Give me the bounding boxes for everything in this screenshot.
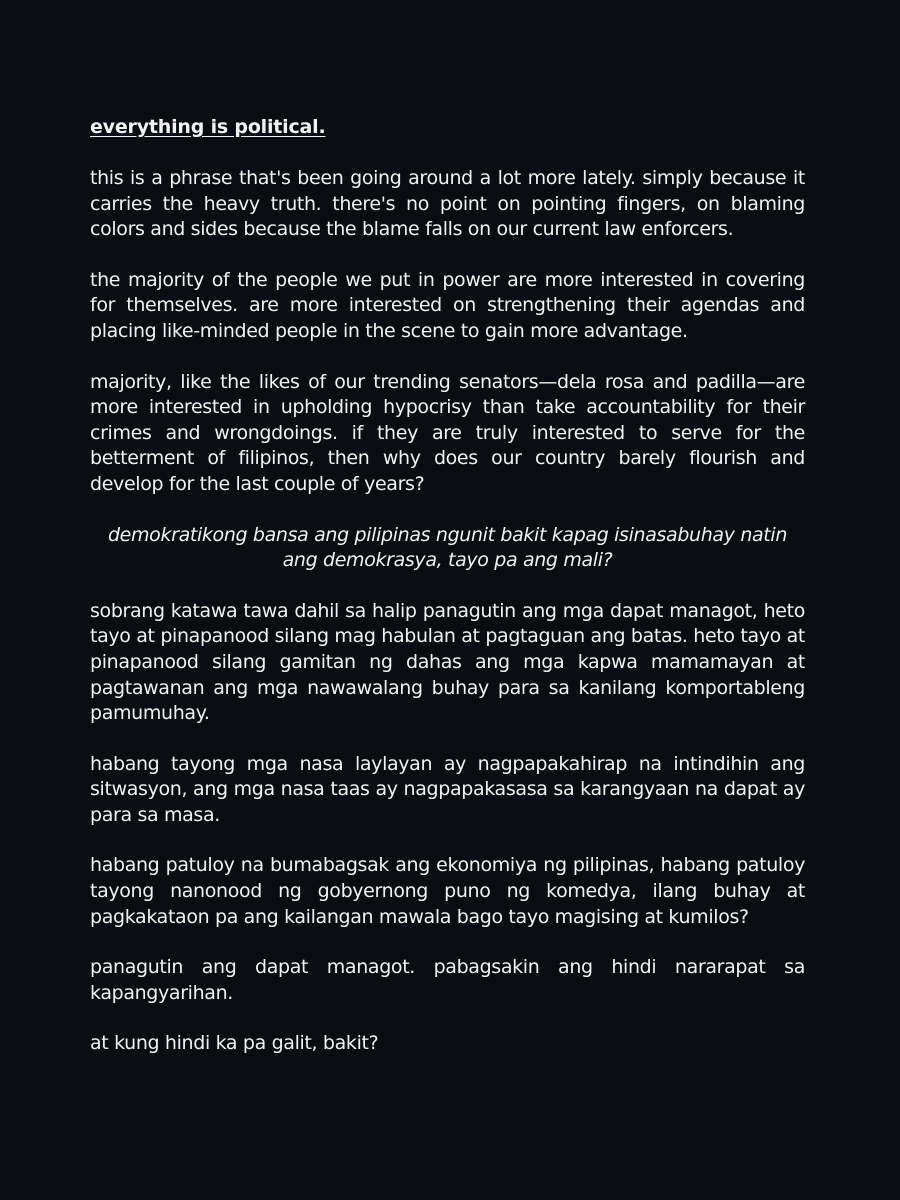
paragraph-3: majority, like the likes of our trending senators—dela rosa and padilla—are more interested in upholding hypocrisy than take accountability for their crimes and wrongdoings. if they are truly interested to serve for the betterment of filipinos, then why does our country barely flourish and develop for the last couple of years? [90, 370, 805, 495]
document-title: everything is political. [90, 116, 326, 138]
closing-line: at kung hindi ka pa galit, bakit? [90, 1032, 379, 1055]
paragraph-6: habang patuloy na bumabagsak ang ekonomiya ng pilipinas, habang patuloy tayong nanonood ng gobyernong puno ng komedya, ilang buhay at pagkakataon pa ang kailangan mawala bago tayo magising at kumilos? [90, 854, 805, 928]
paragraph-1: this is a phrase that's been going around a lot more lately. simply because it carries the heavy truth. there's no point on pointing fingers, on blaming colors and sides because the blame falls on our current law enforcers. [90, 167, 805, 241]
italic-quote: demokratikong bansa ang pilipinas ngunit bakit kapag isinasabuhay natin ang demokrasya, tayo pa ang mali? [107, 523, 788, 572]
paragraph-4: sobrang katawa tawa dahil sa halip panagutin ang mga dapat managot, heto tayo at pinapanood silang mag habulan at pagtaguan ang batas. heto tayo at pinapanood silang gamitan ng dahas ang mga kapwa mamamayan at pagtawanan ang mga nawawalang buhay para sa kanilang komportableng pamumuhay. [90, 599, 805, 725]
paragraph-2: the majority of the people we put in power are more interested in covering for themselves. are more interested on strengthening their agendas and placing like-minded people in the scene to gain more advantage. [90, 268, 805, 342]
paragraph-7: panagutin ang dapat managot. pabagsakin ang hindi nararapat sa kapangyarihan. [90, 956, 805, 1004]
paragraph-5: habang tayong mga nasa laylayan ay nagpapakahirap na intindihin ang sitwasyon, ang mga nasa taas ay nagpapakasasa sa karangyaan na dapat ay para sa masa. [90, 752, 805, 826]
